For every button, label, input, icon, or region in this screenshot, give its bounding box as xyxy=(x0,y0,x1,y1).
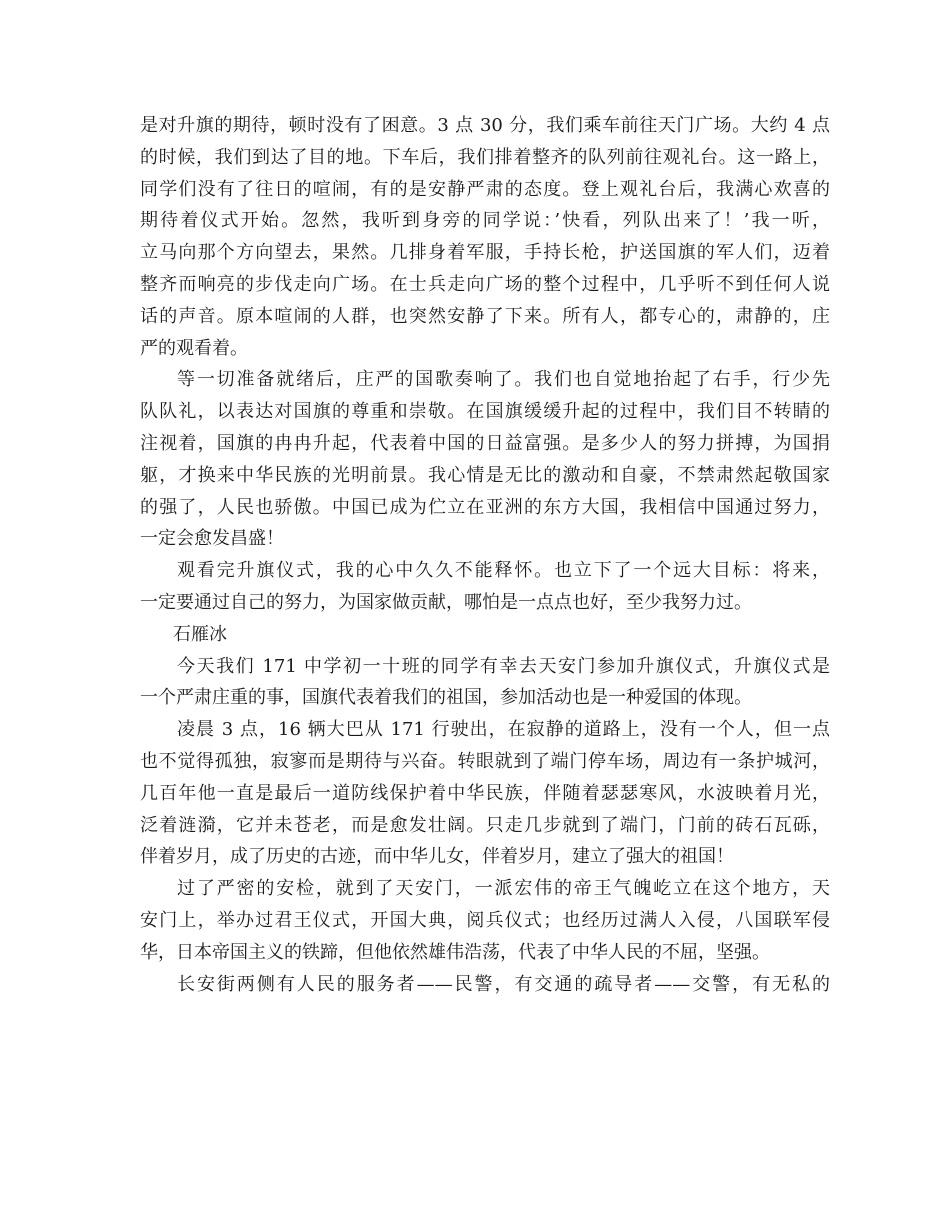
text-line: 的强了，人民也骄傲。中国已成为伫立在亚洲的东方大国，我相信中国通过努力， xyxy=(140,496,830,518)
text-line: 过了严密的安检，就到了天安门，一派宏伟的帝王气魄屹立在这个地方，天 xyxy=(177,878,830,900)
text-line: 话的声音。原本喧闹的人群，也突然安静了下来。所有人，都专心的，肃静的，庄 xyxy=(140,305,830,327)
text-line: 同学们没有了往日的喧闹，有的是安静严肃的态度。登上观礼台后，我满心欢喜的 xyxy=(140,178,830,200)
text-line: 今天我们 171 中学初一十班的同学有幸去天安门参加升旗仪式，升旗仪式是 xyxy=(177,655,830,677)
text-line: 一定要通过自己的努力，为国家做贡献，哪怕是一点点也好，至少我努力过。 xyxy=(140,591,752,613)
text-line: 泛着涟漪，它并未苍老，而是愈发壮阔。只走几步就到了端门，门前的砖石瓦砾， xyxy=(140,814,830,836)
paragraph xyxy=(140,651,830,715)
text-line: 期待着仪式开始。忽然，我听到身旁的同学说：’快看，列队出来了！’我一听， xyxy=(140,210,830,232)
text-line: 队队礼，以表达对国旗的尊重和崇敬。在国旗缓缓升起的过程中，我们目不转睛的 xyxy=(140,401,830,423)
text-line: 几百年他一直是最后一道防线保护着中华民族，伴随着瑟瑟寒风，水波映着月光， xyxy=(140,782,830,804)
text-line: 注视着，国旗的冉冉升起，代表着中国的日益富强。是多少人的努力拼搏，为国捐 xyxy=(140,432,830,454)
text-line: 一定会愈发昌盛！ xyxy=(140,528,284,550)
text-line: 是对升旗的期待，顿时没有了困意。3 点 30 分，我们乘车前往天门广场。大约 4 点 xyxy=(140,115,830,136)
text-line: 等一切准备就绪后，庄严的国歌奏响了。我们也自觉地抬起了右手，行少先 xyxy=(177,369,830,391)
text-line: 一个严肃庄重的事，国旗代表着我们的祖国，参加活动也是一种爱国的体现。 xyxy=(140,687,752,709)
text-line: 整齐而响亮的步伐走向广场。在士兵走向广场的整个过程中，几乎听不到任何人说 xyxy=(140,273,830,295)
text-line: 严的观看着。 xyxy=(140,337,248,359)
text-line: 华，日本帝国主义的铁蹄，但他依然雄伟浩荡，代表了中华人民的不屈，坚强。 xyxy=(140,941,770,963)
paragraph xyxy=(140,110,830,364)
text-line: 立马向那个方向望去，果然。几排身着军服，手持长枪，护送国旗的军人们，迈着 xyxy=(140,242,830,264)
text-line: 伴着岁月，成了历史的古迹，而中华儿女，伴着岁月，建立了强大的祖国！ xyxy=(140,846,734,868)
text-line: 躯，才换来中华民族的光明前景。我心情是无比的激动和自豪，不禁肃然起敬国家 xyxy=(140,464,830,486)
text-line: 凌晨 3 点，16 辆大巴从 171 行驶出，在寂静的道路上，没有一个人，但一点 xyxy=(177,719,830,741)
paragraph xyxy=(140,555,830,619)
paragraph xyxy=(140,364,830,555)
text-line: 石雁冰 xyxy=(173,623,227,645)
text-line: 观看完升旗仪式，我的心中久久不能释怀。也立下了一个远大目标：将来， xyxy=(177,560,830,582)
author-name xyxy=(140,619,830,651)
paragraph xyxy=(140,714,830,873)
paragraph xyxy=(140,873,830,968)
text-line: 的时候，我们到达了目的地。下车后，我们排着整齐的队列前往观礼台。这一路上， xyxy=(140,146,830,168)
document-body xyxy=(140,110,830,1000)
text-line: 也不觉得孤独，寂寥而是期待与兴奋。转眼就到了端门停车场，周边有一条护城河， xyxy=(140,750,830,772)
paragraph xyxy=(140,969,830,1001)
text-line: 安门上，举办过君王仪式，开国大典，阅兵仪式；也经历过满人入侵，八国联军侵 xyxy=(140,909,830,931)
text-line: 长安街两侧有人民的服务者——民警，有交通的疏导者——交警，有无私的 xyxy=(177,973,830,995)
